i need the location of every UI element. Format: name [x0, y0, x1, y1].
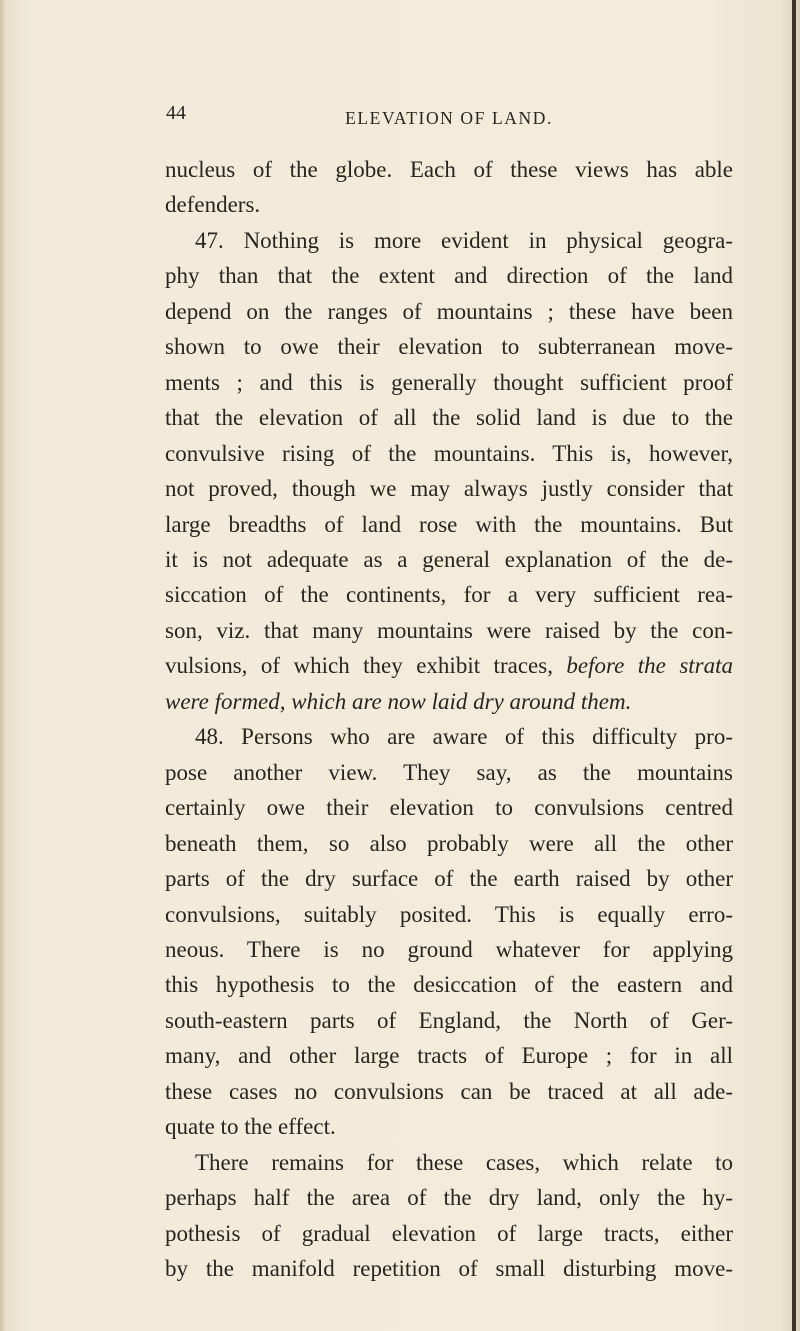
text-line: neous. There is no ground whatever for applying	[165, 936, 733, 962]
text-line: by the manifold repetition of small disturbing move-	[165, 1256, 733, 1282]
text-line: these cases no convulsions can be traced at all ade-	[165, 1078, 733, 1104]
text-line: pothesis of gradual elevation of large tracts, either	[165, 1220, 733, 1246]
italic-phrase: before the strata	[566, 653, 734, 679]
text-line: defenders.	[165, 192, 261, 218]
text-line: nucleus of the globe. Each of these views has able	[165, 157, 733, 182]
text-line: convulsive rising of the mountains. This is, however,	[165, 440, 733, 466]
header-title: ELEVATION OF LAND.	[345, 108, 553, 128]
text-line: it is not adequate as a general explanation of the de-	[165, 546, 733, 572]
text-line: son, viz. that many mountains were raised by the con-	[165, 617, 733, 643]
italic-phrase: were formed, which are now laid dry around them.	[165, 688, 632, 714]
text-line: siccation of the continents, for a very sufficient rea-	[165, 582, 733, 608]
paragraph-start: There remains for these cases, which relate to	[195, 1149, 733, 1175]
text-line: beneath them, so also probably were all the other	[165, 830, 733, 856]
text-line: quate to the effect.	[165, 1114, 336, 1140]
text-line: parts of the dry surface of the earth raised by other	[165, 866, 733, 892]
text-line: convulsions, suitably posited. This is equally erro-	[165, 901, 733, 927]
text-line: perhaps half the area of the dry land, only the hy-	[165, 1185, 733, 1211]
page-left-edge	[0, 0, 6, 1331]
paragraph-47-start: 47. Nothing is more evident in physical geogra-	[195, 227, 733, 253]
text-line: south-eastern parts of England, the North of Ger-	[165, 1007, 733, 1033]
text-line-mixed	[165, 648, 733, 683]
body-text	[165, 152, 733, 1287]
paragraph-48-start: 48. Persons who are aware of this difficulty pro-	[195, 724, 733, 750]
text-line: this hypothesis to the desiccation of the eastern and	[165, 972, 733, 998]
text-line: phy than that the extent and direction of the land	[165, 263, 733, 289]
page-number: 44	[166, 102, 186, 124]
text-line: ments ; and this is generally thought sufficient proof	[165, 369, 733, 395]
page-right-edge	[792, 0, 796, 1331]
italic-line	[165, 684, 733, 719]
text-line: depend on the ranges of mountains ; these have been	[165, 298, 733, 324]
running-head	[166, 102, 732, 134]
text-line: large breadths of land rose with the mountains. But	[165, 511, 733, 537]
text-line: pose another view. They say, as the mountains	[165, 759, 733, 785]
text-segment: vulsions, of which they exhibit traces,	[165, 653, 567, 679]
text-line: shown to owe their elevation to subterranean move-	[165, 334, 733, 360]
text-line: that the elevation of all the solid land is due to the	[165, 405, 733, 431]
text-line: many, and other large tracts of Europe ; for in all	[165, 1043, 733, 1069]
text-line: certainly owe their elevation to convulsions centred	[165, 795, 733, 821]
text-line: not proved, though we may always justly consider that	[165, 476, 733, 502]
